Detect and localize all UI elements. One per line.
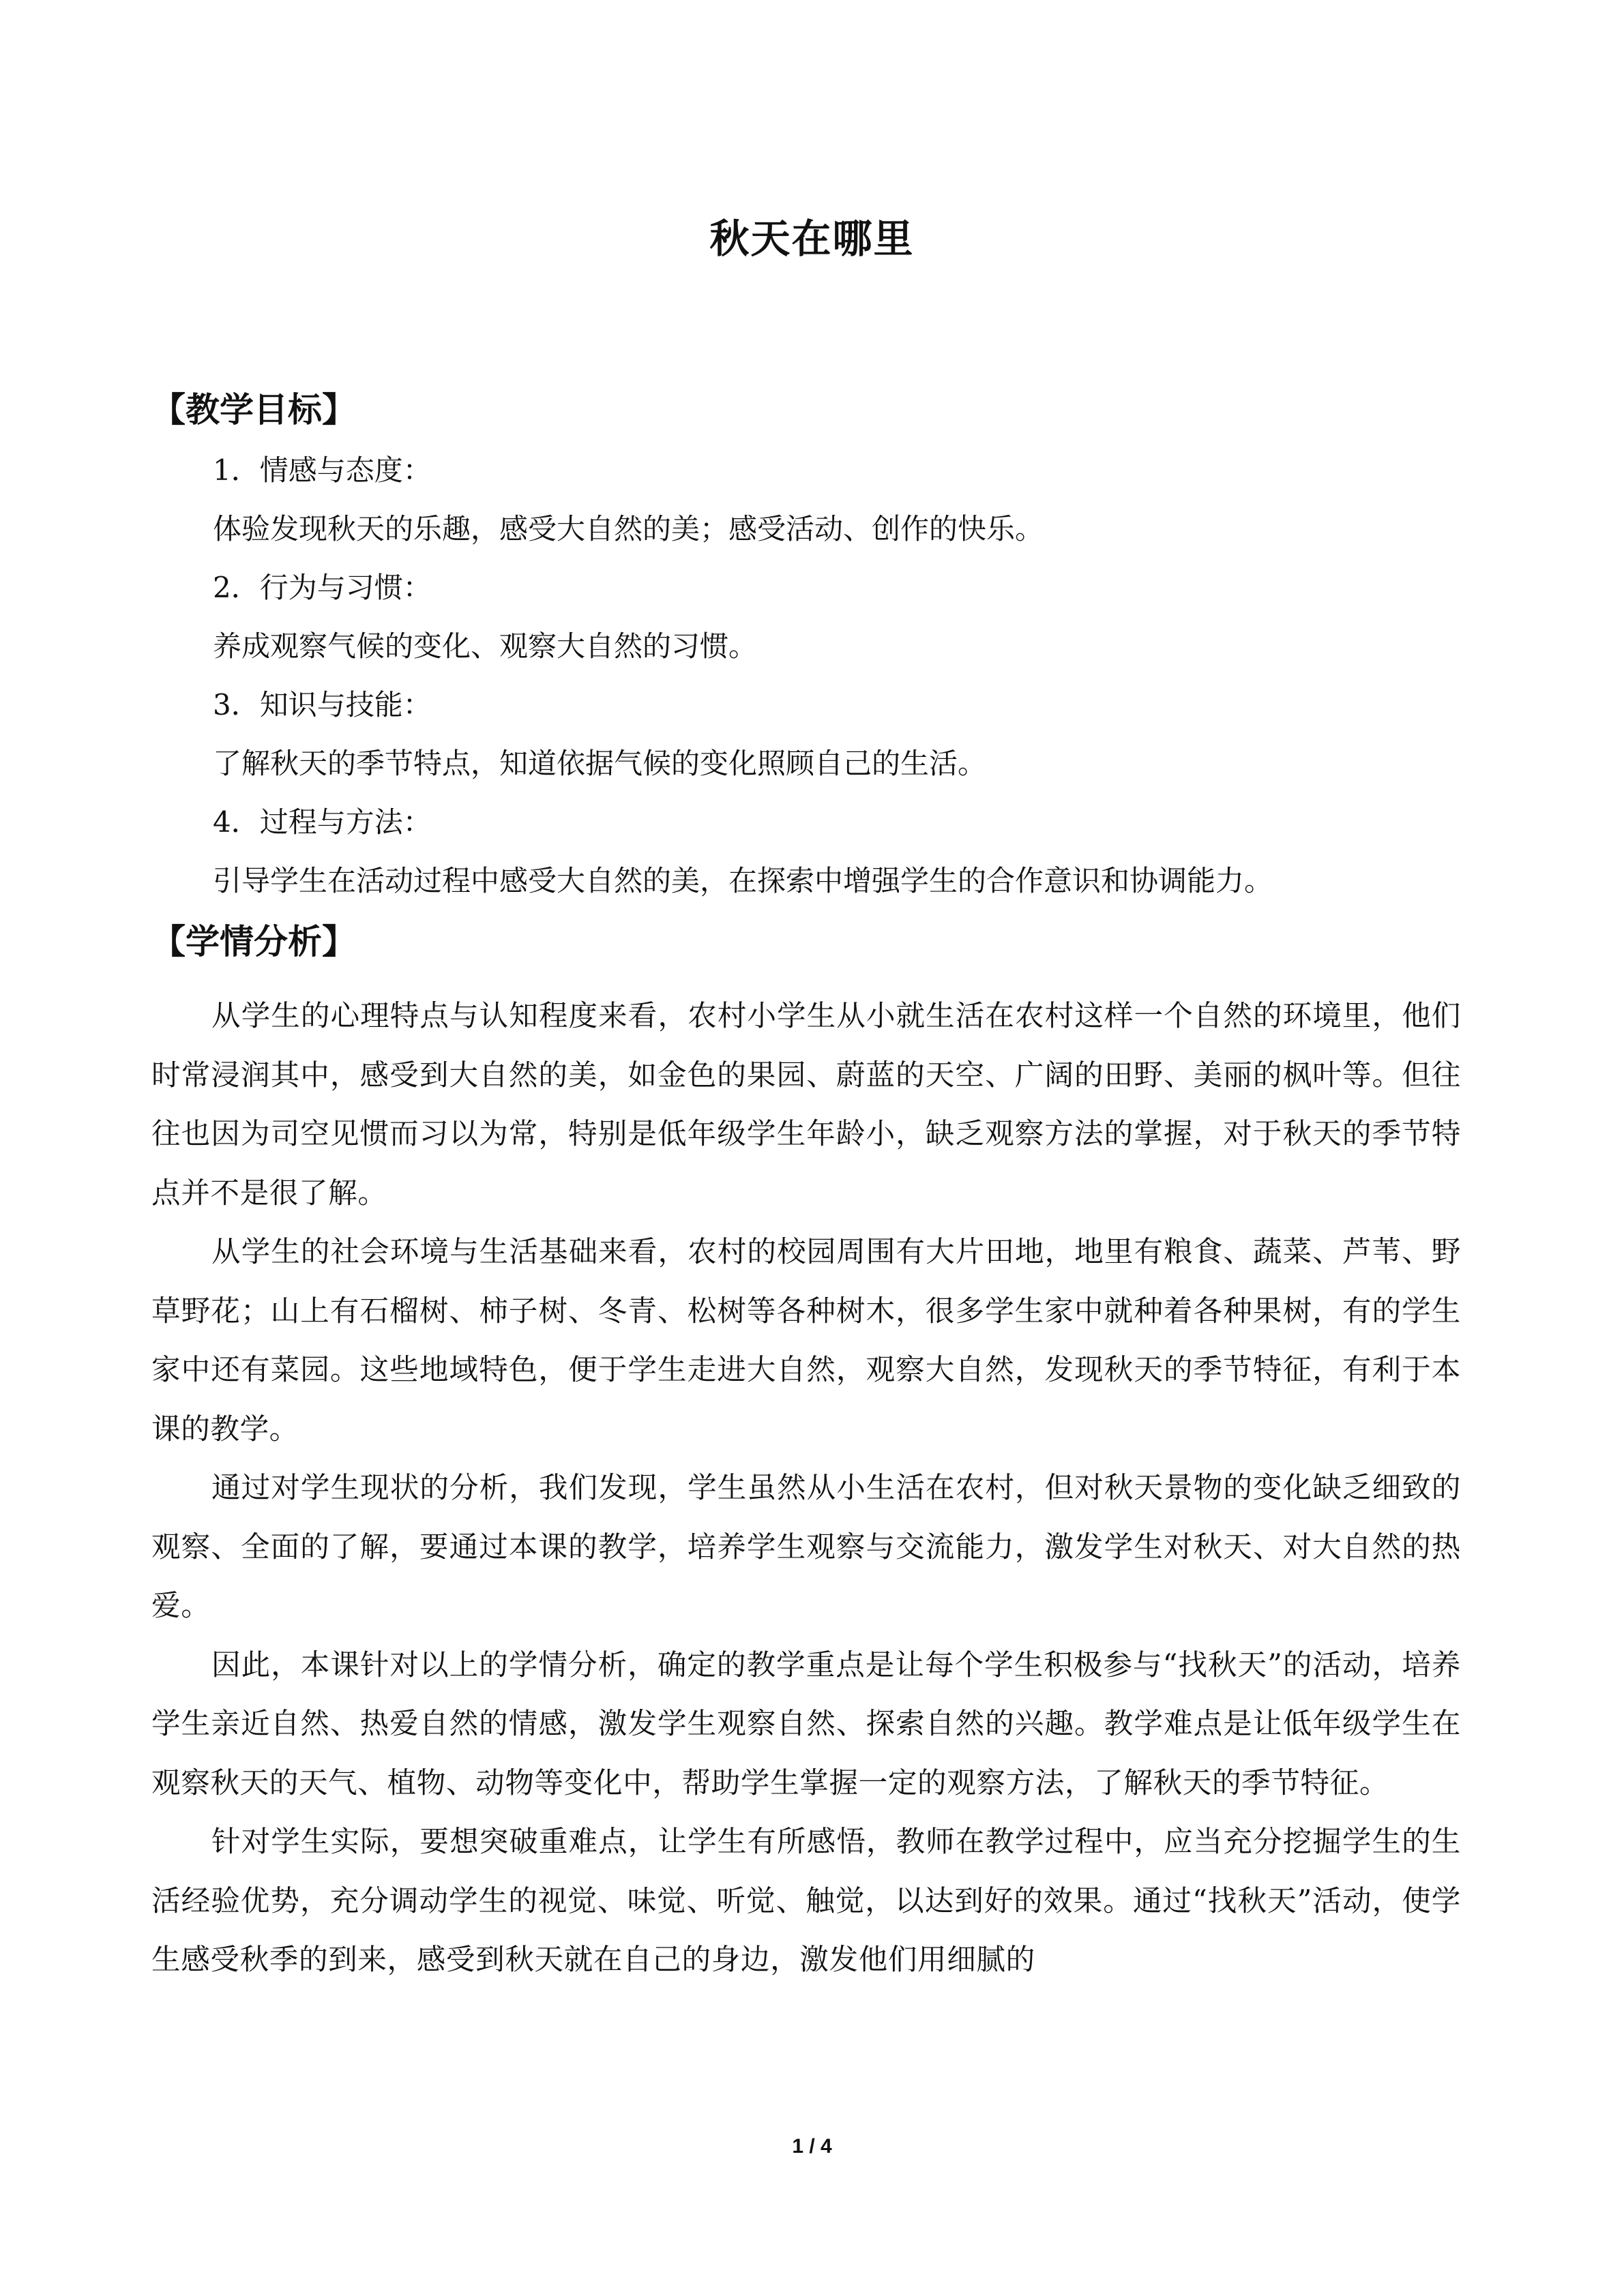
objective-label: 2．行为与习惯： [213,571,432,604]
section-heading-analysis: 【学情分析】 [151,922,356,961]
analysis-paragraph: 通过对学生现状的分析，我们发现，学生虽然从小生活在农村，但对秋天景物的变化缺乏细致的观察、全面的了解，要通过本课的教学，培养学生观察与交流能力，激发学生对秋天、对大自然的热爱。 [151,1471,1461,1623]
objective-text: 引导学生在活动过程中感受大自然的美，在探索中增强学生的合作意识和协调能力。 [213,864,1273,897]
analysis-paragraph: 从学生的心理特点与认知程度来看，农村小学生从小就生活在农村这样一个自然的环境里，他们时常浸润其中，感受到大自然的美，如金色的果园、蔚蓝的天空、广阔的田野、美丽的枫叶等。但往往也因为司空见惯而习以为常，特别是低年级学生年龄小，缺乏观察方法的掌握，对于秋天的季节特点并不是很了解。 [151,999,1461,1210]
page-title: 秋天在哪里 [709,215,915,262]
objective-label: 3．知识与技能： [213,688,432,721]
objective-text: 了解秋天的季节特点，知道依据气候的变化照顾自己的生活。 [213,747,987,780]
objectives-list [151,441,1461,910]
objective-label: 1．情感与态度： [213,453,432,487]
analysis-paragraph: 因此，本课针对以上的学情分析，确定的教学重点是让每个学生积极参与“找秋天”的活动，培养学生亲近自然、热爱自然的情感，激发学生观察自然、探索自然的兴趣。教学难点是让低年级学生在观察秋天的天气、植物、动物等变化中，帮助学生掌握一定的观察方法，了解秋天的季节特征。 [151,1648,1461,1800]
page-number: 1 / 4 [792,2135,832,2158]
objective-text: 体验发现秋天的乐趣，感受大自然的美；感受活动、创作的快乐。 [213,512,1044,546]
analysis-paragraph: 从学生的社会环境与生活基础来看，农村的校园周围有大片田地，地里有粮食、蔬菜、芦苇、野草野花；山上有石榴树、柿子树、冬青、松树等各种树木，很多学生家中就种着各种果树，有的学生家中还有菜园。这些地域特色，便于学生走进大自然，观察大自然，发现秋天的季节特征，有利于本课的教学。 [151,1235,1461,1446]
objective-label: 4．过程与方法： [213,805,432,839]
document-body [151,378,1461,1990]
analysis-body [151,987,1461,1990]
analysis-paragraph: 针对学生实际，要想突破重难点，让学生有所感悟，教师在教学过程中，应当充分挖掘学生的生活经验优势，充分调动学生的视觉、味觉、听觉、触觉，以达到好的效果。通过“找秋天”活动，使学生感受秋季的到来，感受到秋天就在自己的身边，激发他们用细腻的 [151,1825,1461,1977]
objective-text: 养成观察气候的变化、观察大自然的习惯。 [213,629,758,663]
section-heading-objectives: 【教学目标】 [151,390,356,430]
